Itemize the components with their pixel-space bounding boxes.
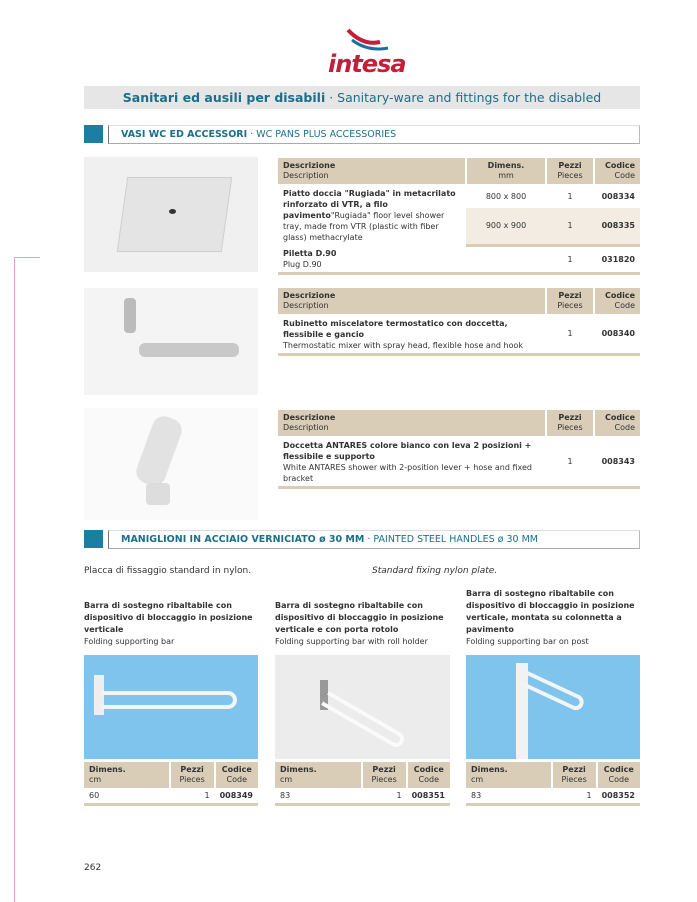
column-header: Pezzi Pieces (546, 158, 594, 184)
folding-bar-image (84, 655, 258, 759)
note-it: Placca di fissaggio standard in nylon. (84, 566, 252, 576)
note-en: Standard fixing nylon plate. (372, 566, 498, 576)
table-cell: 008334 (601, 191, 635, 201)
table-cell: 1 (552, 788, 597, 805)
column-header: Codice Code (594, 158, 640, 184)
table-row (84, 788, 258, 805)
table-row (466, 762, 640, 788)
table-cell: 60 (84, 788, 170, 805)
table-row (278, 410, 640, 436)
margin-line (14, 257, 15, 902)
column-header: Dimens. mm (466, 158, 546, 184)
table-cell: 1 (567, 191, 573, 201)
table-cell: 1 (546, 208, 594, 245)
column-header: Dimens. cm (466, 762, 552, 788)
column-header: Codice Code (407, 762, 450, 788)
table-row (278, 184, 640, 208)
folding-bar-post-image (466, 655, 640, 759)
table-product-3 (466, 762, 640, 806)
column-header: Dimens. cm (275, 762, 362, 788)
table-row (278, 436, 640, 488)
column-header: Pezzi Pieces (170, 762, 215, 788)
section-en: · WC PANS PLUS ACCESSORIES (247, 129, 397, 140)
table-cell: 031820 (594, 245, 640, 274)
product-text: Barra di sostegno ribaltabile con dispositivo di bloccaggio in posizione verticale, montata su colonnetta a pavimento Folding supporting bar on post (466, 589, 635, 646)
column-header: Pezzi Pieces (552, 762, 597, 788)
table-row (278, 245, 640, 274)
table-cell: 1 (546, 436, 594, 488)
column-header: Descrizione Description (278, 288, 546, 314)
section-marker (84, 125, 103, 143)
table-cell: Rubinetto miscelatore termostatico con doccetta, flessibile e gancio Thermostatic mixer with spray head, flexible hose and hook (278, 314, 546, 355)
product-text: Barra di sostegno ribaltabile con dispositivo di bloccaggio in posizione verticale Folding supporting bar (84, 601, 253, 646)
table-cell: 83 (466, 788, 552, 805)
column-header: Dimens. cm (84, 762, 170, 788)
col-description: Descrizione Description (278, 158, 466, 184)
table-shower-tray (278, 158, 640, 275)
table-cell: 1 (362, 788, 407, 805)
table-row (466, 788, 640, 805)
section-marker (84, 530, 103, 548)
title-en: Sanitary-ware and fittings for the disabled (337, 90, 602, 105)
table-row (278, 288, 640, 314)
table-cell: 1 (170, 788, 215, 805)
table-product-1 (84, 762, 258, 806)
section-it: VASI WC ED ACCESSORI (121, 129, 248, 140)
page-title (84, 86, 640, 109)
table-cell: Piletta D.90 Plug D.90 (278, 245, 466, 274)
column-header: Codice Code (597, 762, 640, 788)
product-text: Barra di sostegno ribaltabile con dispositivo di bloccaggio in posizione verticale e con porta rotolo Folding supporting bar with roll holder (275, 601, 444, 646)
table-row (275, 762, 450, 788)
table-cell: 83 (275, 788, 362, 805)
table-product-2 (275, 762, 450, 806)
table-cell: 008335 (594, 208, 640, 245)
table-antares (278, 410, 640, 489)
column-header: Pezzi Pieces (546, 410, 594, 436)
shower-tray-image (84, 157, 258, 272)
table-cell (466, 245, 546, 274)
table-cell: 900 x 900 (466, 208, 546, 245)
table-cell: Doccetta ANTARES colore bianco con leva 2 posizioni + flessibile e supporto White ANTARES shower with 2-position lever + hose and fixed bracket (278, 436, 546, 488)
table-cell: 008340 (594, 314, 640, 355)
table-cell: 1 (546, 245, 594, 274)
table-cell: 008343 (594, 436, 640, 488)
table-row (278, 158, 640, 184)
section-heading-wc (108, 125, 640, 144)
brand-wordmark: intesa (328, 50, 406, 78)
column-header: Codice Code (215, 762, 258, 788)
section-heading-handles (108, 530, 640, 549)
column-header: Codice Code (594, 410, 640, 436)
intesa-logo (318, 28, 408, 80)
table-row (278, 314, 640, 355)
table-cell: 1 (546, 314, 594, 355)
table-cell: 008352 (597, 788, 640, 805)
table-row (84, 762, 258, 788)
margin-tick (14, 257, 40, 258)
page-number: 262 (84, 863, 102, 873)
table-row (275, 788, 450, 805)
column-header: Descrizione Description (278, 410, 546, 436)
column-header: Pezzi Pieces (362, 762, 407, 788)
column-header: Pezzi Pieces (546, 288, 594, 314)
table-cell: 008349 (215, 788, 258, 805)
folding-bar-roll-holder-image (275, 655, 450, 759)
table-cell: 800 x 800 (485, 191, 527, 201)
table-cell: Piatto doccia "Rugiada" in metacrilato rinforzato di VTR, a filo pavimento"Rugiada" floor level shower tray, made from VTR (plastic with fiber glass) methacrylate (283, 189, 456, 242)
title-it: Sanitari ed ausili per disabili (122, 90, 326, 105)
section-en: · PAINTED STEEL HANDLES ø 30 MM (364, 534, 538, 545)
thermostatic-mixer-image (84, 288, 258, 395)
table-mixer (278, 288, 640, 356)
antares-shower-image (84, 408, 258, 520)
title-sep: · (325, 90, 338, 105)
section-it: MANIGLIONI IN ACCIAIO VERNICIATO ø 30 MM (121, 534, 365, 545)
column-header: Codice Code (594, 288, 640, 314)
table-cell: 008351 (407, 788, 450, 805)
